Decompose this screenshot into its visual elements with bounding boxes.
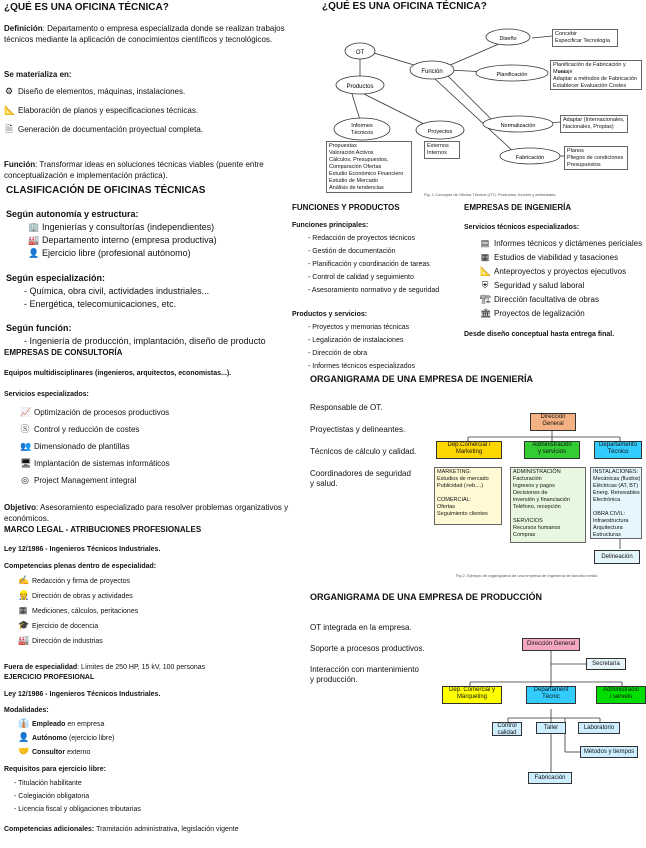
list-item: - Redacción de proyectos técnicos — [308, 235, 415, 242]
list-item: 👥 Dimensionado de plantillas — [20, 441, 130, 451]
org2-manufacturing-box: Fabricación — [528, 772, 572, 784]
list-item: 🏛 Proyectos de legalización — [480, 308, 585, 318]
list-item: - Gestión de documentación — [308, 248, 396, 255]
org2-quality-box: Control calidad — [492, 722, 522, 736]
org1-admin-label: Administración y servicios — [532, 442, 572, 455]
org-engineering-caption: Fig 2. Ejemplo de organigrama de una empresa de Ingeniería de tamaño medio. — [456, 573, 599, 578]
function-class-heading: Según función: — [6, 323, 72, 333]
building-icon: 🏢 — [28, 222, 40, 232]
list-item: ▦ Mediciones, cálculos, peritaciones — [18, 605, 139, 615]
additional-competences — [4, 825, 239, 834]
graduation-cap-icon: 🎓 — [18, 620, 30, 630]
objective-label: Objetivo — [4, 503, 37, 512]
org1-commercial-box — [436, 441, 502, 459]
competences-heading: Competencias plenas dentro de especialidad: — [4, 563, 157, 570]
definition-text-1: : Departamento o empresa especializada donde se realizan trabajos — [42, 24, 285, 33]
note-item: OT integrada en la empresa. — [310, 623, 412, 632]
list-item: - Asesoramiento normativo y de seguridad — [308, 287, 440, 294]
functions-products-title: FUNCIONES Y PRODUCTOS — [292, 203, 400, 212]
diagram-label-projects: Proyectos — [427, 129, 453, 135]
pen-icon: ✍ — [18, 575, 30, 585]
list-item: 📈 Optimización de procesos productivos — [20, 407, 170, 417]
diagram-node-reports — [334, 118, 390, 140]
org2-tech-label: Departament Tècnic — [533, 687, 569, 700]
list-item: ▦ Estudios de viabilidad y tasaciones — [480, 252, 619, 262]
report-icon: ▤ — [480, 238, 490, 248]
consulting-title: EMPRESAS DE CONSULTORÍA — [4, 348, 123, 357]
list-item: ⛨ Seguridad y salud laboral — [481, 280, 585, 290]
note-item: Coordinadores de seguridad y salud. — [310, 469, 411, 488]
function-text-2: conceptualización e implementación práctica). — [4, 171, 168, 180]
org-production-title: ORGANIGRAMA DE UNA EMPRESA DE PRODUCCIÓN — [310, 592, 543, 602]
list-item: - Dirección de obra — [308, 350, 368, 357]
list-item: 🏗 Dirección facultativa de obras — [480, 294, 599, 304]
org-production-chart — [440, 634, 646, 790]
ruler-icon: 📐 — [4, 105, 16, 115]
diagram-label-reports: Informes Técnicos — [350, 123, 374, 136]
chart-icon: 📈 — [20, 407, 32, 417]
objective-text-2: económicos. — [4, 514, 49, 523]
org1-admin-detail: ADMINISTRACIÓN Facturación Ingresos y pagos Decisiones de inversión y financiación Teléfono, recepción SERVICIOS Recursos humanos Compras — [510, 467, 586, 543]
diagram-label-design: Diseño — [499, 36, 517, 42]
factory-icon: 🏭 — [28, 235, 40, 245]
document-icon: 🗎 — [5, 124, 13, 134]
list-item: 🖥 Implantación de sistemas informáticos — [20, 458, 170, 468]
list-item: 🎓 Ejercicio de docencia — [18, 620, 99, 630]
org2-admin-label: Administració i serveis — [602, 687, 639, 700]
diagram-detail-reports: Propuestas Valoración Activos Cálculos, Presupuestos, Comparación Ofertas Estudio Económico Financiero Estudio de Mercado Análisis de tendencias — [326, 141, 412, 193]
note-item: Proyectistas y delineantes. — [310, 425, 406, 434]
engineering-footer: Desde diseño conceptual hasta entrega final. — [464, 331, 615, 338]
list-item: - Legalización de instalaciones — [308, 337, 404, 344]
org1-tech-box — [594, 441, 642, 459]
diagram-label-normalization: Normalización — [500, 123, 536, 129]
list-item: - Química, obra civil, actividades industriales... — [24, 286, 210, 296]
objective-text-1: : Asesoramiento especializado para resolver problemas organizativos y — [36, 503, 289, 512]
note-item: Responsable de OT. — [310, 403, 383, 412]
industry-icon: 🏭 — [18, 635, 30, 645]
handshake-icon: 🤝 — [18, 746, 30, 756]
list-item: - Titulación habilitante — [14, 780, 82, 787]
note-item: Soporte a procesos productivos. — [310, 644, 425, 653]
engineering-companies-title: EMPRESAS DE INGENIERÍA — [464, 203, 572, 212]
note-item: Técnicos de cálculo y calidad. — [310, 447, 417, 456]
diagram-label-manufacturing: Fabricación — [515, 155, 545, 161]
diagram-detail-normalization: Adaptar (Internacionales, Nacionales, Propias) — [560, 115, 628, 133]
consulting-services-heading: Servicios especializados: — [4, 391, 89, 398]
additional-label: Competencias adicionales: — [4, 826, 95, 833]
dollar-icon: Ⓢ — [20, 424, 30, 434]
list-item: - Colegiación obligatoria — [14, 793, 90, 800]
note-item: Interacción con mantenimiento y producción. — [310, 665, 419, 684]
org2-commercial-label: Dep. Comercial y Márqueting — [448, 687, 495, 700]
list-item: ▤ Informes técnicos y dictámenes periciales — [480, 238, 643, 248]
engineering-services-heading: Servicios técnicos especializados: — [464, 224, 580, 231]
list-item: ◎ Project Management integral — [21, 475, 137, 485]
main-functions-heading: Funciones principales: — [292, 222, 369, 229]
list-item: - Informes técnicos especializados — [308, 363, 415, 370]
list-item: - Planificación y coordinación de tareas — [308, 261, 430, 268]
list-item: 📐 Elaboración de planos y especificaciones técnicas. — [4, 105, 199, 115]
list-item: ✍ Redacción y firma de proyectos — [18, 575, 131, 585]
practice-title: EJERCICIO PROFESIONAL — [4, 674, 95, 681]
right-title: ¿QUÉ ES UNA OFICINA TÉCNICA? — [322, 1, 487, 12]
list-item: 🤝 Consultor externo — [18, 746, 91, 756]
org1-drafting-box: Delineación — [594, 550, 640, 564]
worker-icon: 👷 — [18, 590, 30, 600]
diagram-label-products: Productos — [346, 84, 374, 90]
classification-title: CLASIFICACIÓN DE OFICINAS TÉCNICAS — [6, 185, 206, 196]
employee-icon: 👔 — [18, 718, 30, 728]
specialization-heading: Según especialización: — [6, 273, 106, 283]
org2-admin-box — [596, 686, 646, 704]
list-item: - Control de calidad y seguimiento — [308, 274, 414, 281]
diagram-detail-planning: Planificación de Fabricación y Montaje Adaptar a métodos de Fabricación Establecer Evaluación Costes — [550, 60, 642, 90]
list-item: ⚙ Diseño de elementos, máquinas, instalaciones. — [4, 86, 186, 96]
ruler-icon: 📐 — [480, 266, 492, 276]
diagram-label-ot: OT — [355, 50, 365, 56]
law-text: Ley 12/1986 - Ingenieros Técnicos Industriales. — [4, 546, 161, 553]
diagram-label-function: Función — [421, 69, 443, 75]
org1-tech-detail: INSTALACIONES: Mecánicas (fluidos) Eléctricas (AT, BT) Energ. Renovables Electrónica OBRA CIVIL: Infraestructura Arquitectura Estructuras — [590, 467, 642, 539]
org1-director-box — [530, 413, 576, 431]
materializa-heading: Se materializa en: — [4, 70, 72, 79]
org-engineering-title: ORGANIGRAMA DE UNA EMPRESA DE INGENIERÍA — [310, 374, 534, 384]
org1-director-label: Dirección General — [540, 414, 566, 427]
autonomy-heading: Según autonomía y estructura: — [6, 209, 139, 219]
list-item: 👤 Ejercicio libre (profesional autónomo) — [28, 248, 191, 258]
computer-icon: 🖥 — [20, 458, 32, 468]
org1-commercial-label: Dep.Comercial / Marketing — [447, 442, 491, 455]
outside-text: : Límites de 250 HP, 15 kV, 100 personas — [77, 664, 206, 671]
list-item: 👤 Autónomo (ejercicio libre) — [18, 732, 115, 742]
list-item: 🗎 Generación de documentación proyectual completa. — [5, 124, 203, 134]
shield-icon: ⛨ — [481, 280, 489, 290]
additional-text: Tramitación administrativa, legislación vigente — [94, 826, 239, 833]
list-item: - Energética, telecomunicaciones, etc. — [24, 299, 177, 309]
definition-text-2: técnicos mediante la aplicación de conocimientos científicos y tecnológicos. — [4, 35, 273, 44]
diagram-caption: Fig. 1 Concepto de Oficina Técnica (OT). Productos, función y actividades. — [424, 192, 557, 197]
freelancer-icon: 👤 — [18, 732, 30, 742]
calculator-icon: ▦ — [18, 605, 28, 615]
function-text-1: : Transformar ideas en soluciones técnicas viables (puente entre — [35, 160, 264, 169]
list-item: - Ingeniería de producción, implantación, diseño de producto — [24, 336, 266, 346]
user-icon: 👤 — [28, 248, 40, 258]
requirements-heading: Requisitos para ejercicio libre: — [4, 766, 106, 773]
org1-tech-label: Departamento Técnico — [598, 442, 638, 455]
list-item: Ⓢ Control y reducción de costes — [20, 424, 140, 434]
org2-commercial-box — [442, 686, 502, 704]
definition-label: Definición — [4, 24, 43, 33]
people-icon: 👥 — [20, 441, 32, 451]
org2-lab-box: Laboratorio — [578, 722, 620, 734]
list-item: - Licencia fiscal y obligaciones tributarias — [14, 806, 141, 813]
target-icon: ◎ — [21, 475, 29, 485]
table-icon: ▦ — [480, 252, 490, 262]
org2-methods-box: Métodos y tiempos — [580, 746, 638, 758]
consulting-teams: Equipos multidisciplinares (ingenieros, arquitectos, economistas...). — [4, 370, 232, 377]
diagram-label-planning: Planificación — [496, 72, 528, 78]
org2-workshop-box: Taller — [536, 722, 566, 734]
org1-commercial-detail: MARKETING: Estudios de mercado Publicidad (>eb....) COMERCIAL: Ofertas Seguimiento clientes — [434, 467, 502, 525]
diagram-detail-design: Concebir Especificar Tecnología — [552, 29, 618, 47]
org2-tech-box — [526, 686, 576, 704]
page-title: ¿QUÉ ES UNA OFICINA TÉCNICA? — [4, 2, 169, 13]
list-item: - Proyectos y memorias técnicas — [308, 324, 410, 331]
institution-icon: 🏛 — [480, 308, 492, 318]
legal-title: MARCO LEGAL - ATRIBUCIONES PROFESIONALES — [4, 525, 202, 534]
outside-label: Fuera de especialidad — [4, 664, 78, 671]
law-text-2: Ley 12/1986 - Ingenieros Técnicos Industriales. — [4, 691, 161, 698]
gear-icon: ⚙ — [4, 86, 14, 96]
list-item: 👔 Empleado en empresa — [18, 718, 105, 728]
list-item: 🏭 Dirección de industrias — [18, 635, 103, 645]
function-label: Función — [4, 160, 36, 169]
org2-director-box: Dirección General — [522, 638, 580, 651]
modalities-heading: Modalidades: — [4, 707, 49, 714]
outside-specialty — [4, 663, 205, 672]
list-item: 👷 Dirección de obras y actividades — [18, 590, 133, 600]
org-engineering-chart — [430, 411, 642, 571]
diagram-detail-projects: Externos Internos — [424, 141, 460, 159]
org1-admin-box — [524, 441, 580, 459]
org2-secretary-box: Secretaría — [586, 658, 626, 670]
list-item: 📐 Anteproyectos y proyectos ejecutivos — [480, 266, 627, 276]
products-services-heading: Productos y servicios: — [292, 311, 368, 318]
diagram-detail-manufacturing: Planos Pliegos de condiciones Presupuestos — [564, 146, 628, 170]
list-item: 🏢 Ingenierías y consultorías (independientes) — [28, 222, 215, 232]
list-item: 🏭 Departamento interno (empresa productiva) — [28, 235, 217, 245]
crane-icon: 🏗 — [480, 294, 492, 304]
